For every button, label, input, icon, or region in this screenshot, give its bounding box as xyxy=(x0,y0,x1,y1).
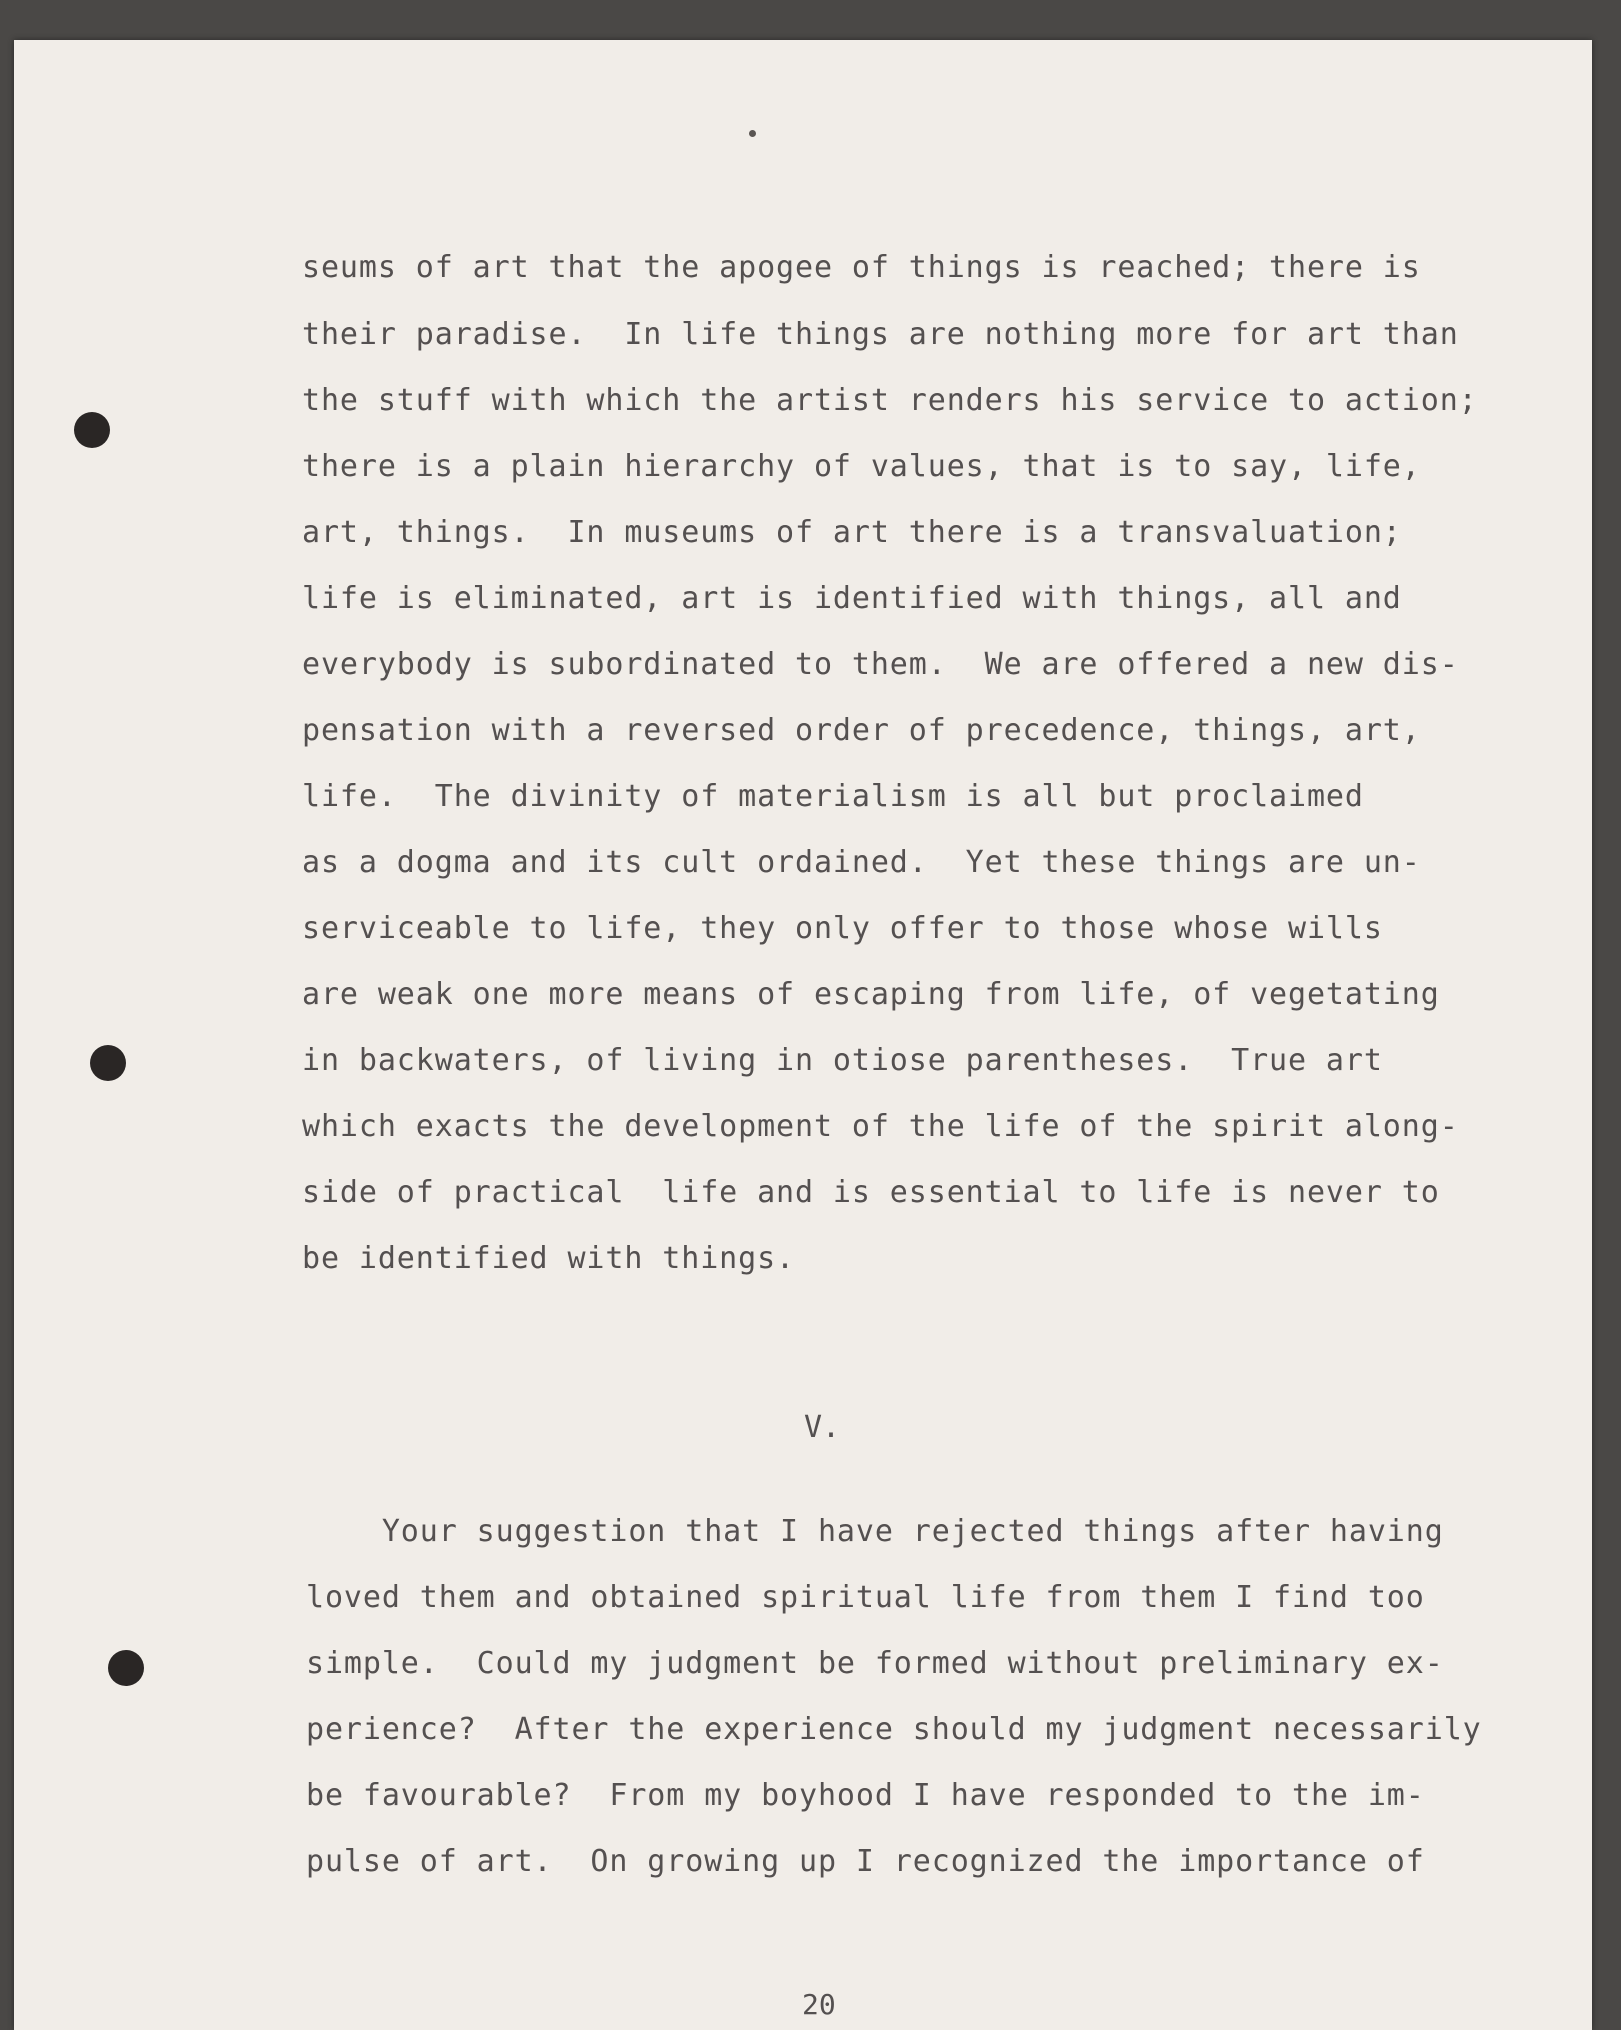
punch-hole-bottom xyxy=(108,1650,144,1686)
document-page xyxy=(14,40,1592,2030)
text-line: life. The divinity of materialism is all but proclaimed xyxy=(302,779,1364,814)
text-line: are weak one more means of escaping from life, of vegetating xyxy=(302,977,1440,1012)
text-line: as a dogma and its cult ordained. Yet these things are un- xyxy=(302,845,1421,880)
text-line: pensation with a reversed order of precedence, things, art, xyxy=(302,713,1421,748)
page-number: 20 xyxy=(802,1988,836,2021)
text-line: everybody is subordinated to them. We are offered a new dis- xyxy=(302,647,1459,682)
text-line: art, things. In museums of art there is a transvaluation; xyxy=(302,515,1402,550)
text-line: loved them and obtained spiritual life from them I find too xyxy=(306,1580,1425,1615)
text-line: simple. Could my judgment be formed without preliminary ex- xyxy=(306,1646,1444,1681)
text-line: side of practical life and is essential to life is never to xyxy=(302,1175,1440,1210)
text-line: pulse of art. On growing up I recognized the importance of xyxy=(306,1844,1425,1879)
text-line: which exacts the development of the life of the spirit along- xyxy=(302,1109,1459,1144)
text-line: the stuff with which the artist renders his service to action; xyxy=(302,383,1478,418)
text-line: there is a plain hierarchy of values, that is to say, life, xyxy=(302,449,1421,484)
punch-hole-top xyxy=(74,412,110,448)
ink-dot xyxy=(749,130,756,137)
text-line: be favourable? From my boyhood I have responded to the im- xyxy=(306,1778,1425,1813)
text-line: seums of art that the apogee of things is reached; there is xyxy=(302,250,1421,285)
punch-hole-middle xyxy=(90,1045,126,1081)
section-heading: V. xyxy=(804,1410,841,1445)
text-line: serviceable to life, they only offer to those whose wills xyxy=(302,911,1383,946)
text-line: perience? After the experience should my judgment necessarily xyxy=(306,1712,1482,1747)
text-line: be identified with things. xyxy=(302,1241,795,1276)
text-line: in backwaters, of living in otiose parentheses. True art xyxy=(302,1043,1383,1078)
text-line: their paradise. In life things are nothing more for art than xyxy=(302,317,1459,352)
text-line: life is eliminated, art is identified with things, all and xyxy=(302,581,1402,616)
text-line: Your suggestion that I have rejected things after having xyxy=(306,1514,1444,1549)
